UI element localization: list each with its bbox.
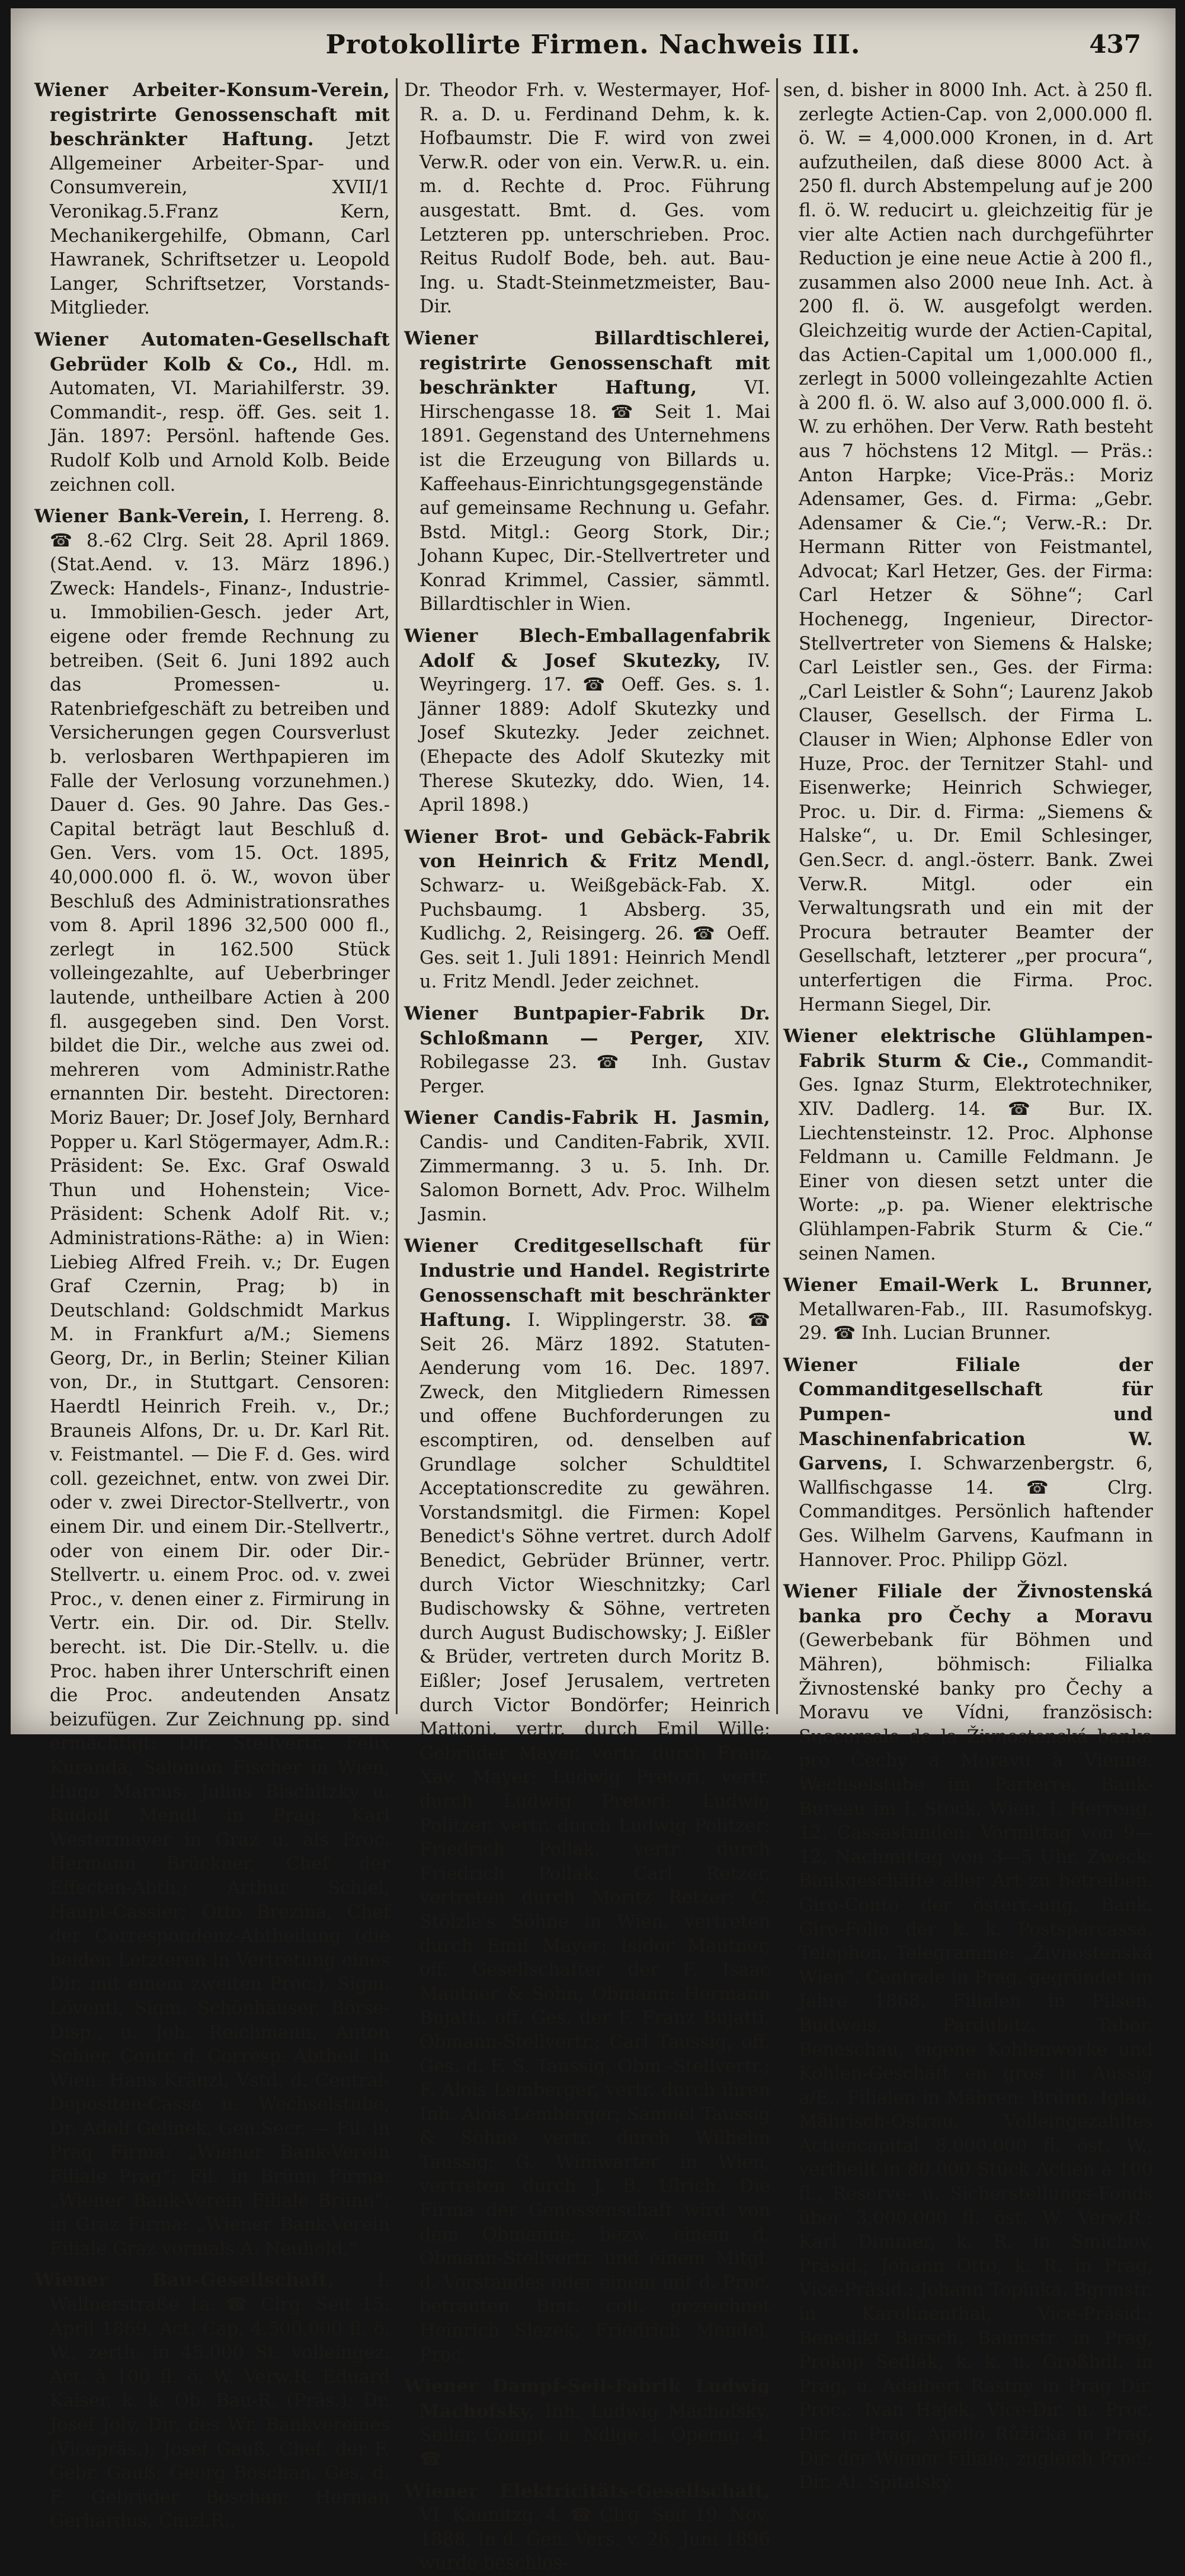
directory-entry bbox=[404, 624, 770, 818]
directory-entry bbox=[404, 78, 770, 319]
column-2 bbox=[404, 78, 770, 2574]
directory-entry bbox=[783, 1273, 1153, 1346]
directory-entry bbox=[34, 328, 390, 497]
entry-body: Hdl. m. Automaten, VI. Mariahilferstr. 39. Commandit-, resp. öff. Ges. seit 1. Jän. 1897: Persönl. haftende Ges. Rudolf Kolb und Arnold Kolb. Beide zeichnen coll. bbox=[50, 354, 390, 496]
entry-title: Wiener Creditgesellschaft für Industrie und Handel. Registrirte Genossenschaft mit beschränkter Haftung. bbox=[404, 1235, 770, 1331]
entry-title: Wiener Buntpapier-Fabrik Dr. Schloßmann — Perger, bbox=[404, 1002, 770, 1049]
entry-title: Wiener Blech-Emballagenfabrik Adolf & Josef Skutezky, bbox=[404, 625, 770, 672]
entry-body: Inh. Ludwig Machofsky, Seiler, Compt. u. Ndlge. I. Operng. 4. ☎ bbox=[419, 2401, 770, 2470]
page-header bbox=[11, 25, 1176, 75]
entry-body: I. Wallnerstraße 1a. ☎ Clrg. Seit 15. April 1869. Act. Cap. 4,500.000 fl. ö. W., zerth. in 45.000 St. volleingez. Act. à 100 fl. ö. W. Verw.R. Eduard Kaiser, k. k. Ob. Bau-R. (Präs.); Dr. Josef Joly, Dir. des Wr. Bankvereines (Vicepräs.); Josef Gauß, Chef. der F. Gebr. Gauß; Georg Boschan, Ges. d. F. Gebrüder Boschan; Herman Gerhardus, Cmzl.R., bbox=[50, 2270, 390, 2532]
entry-body: XIV. Robilegasse 23. ☎ Inh. Gustav Perger. bbox=[419, 1028, 770, 1097]
entry-title: Wiener elektrische Glühlampen-Fabrik Sturm & Cie., bbox=[783, 1025, 1153, 1072]
entry-title: Wiener Arbeiter-Konsum-Verein, registrirte Genossenschaft mit beschränkter Haftung. bbox=[34, 79, 390, 151]
entry-body: I. Herreng. 8. ☎ 8.-62 Clrg. Seit 28. April 1869. (Stat.Aend. v. 13. März 1896.) Zweck: Handels-, Finanz-, Industrie- u. Immobilien-Gesch. jeder Art, eigene oder fremde Rechnung zu betreiben. (Seit 6. Juni 1892 auch das Promessen- u. Ratenbriefgeschäft zu betreiben und Versicherungen gegen Coursverlust b. verlosbaren Werthpapieren im Falle der Verlosung vorzunehmen.) Dauer d. Ges. 90 Jahre. Das Ges.-Capital beträgt laut Beschluß d. Gen. Vers. vom 15. Oct. 1895, 40,000.000 fl. ö. W., wovon über Beschluß des Administrationsrathes vom 8. April 1896 32,500 000 fl., zerlegt in 162.500 Stück volleingezahlte, auf Ueberbringer lautende, untheilbare Actien à 200 fl. ausgegeben sind. Den Vorst. bildet die Dir., welche aus zwei od. mehreren vom Administr.Rathe ernannten Dir. besteht. Directoren: Moriz Bauer; Dr. Josef Joly, Bernhard Popper u. Karl Stögermayer, Adm.R.: Präsident: Se. Exc. Graf Oswald Thun und Hohenstein; Vice-Präsident: Schenk Adolf Rit. v.; Administrations-Räthe: a) in Wien: Liebieg Alfred Freih. v.; Dr. Eugen Graf Czernin, Prag; b) in Deutschland: Goldschmidt Markus M. in Frankfurt a/M.; Siemens Georg, Dr., in Berlin; Steiner Kilian von, Dr., in Stuttgart. Censoren: Haerdtl Heinrich Freih. v., Dr.; Brauneis Alfons, Dr. u. Dr. Karl Rit. v. Feistmantel. — Die F. d. Ges. wird coll. gezeichnet, entw. von zwei Dir. oder v. zwei Director-Stellvertr., von einem Dir. und einem Dir.-Stellvertr., oder von einem Dir. oder Dir.-Stellvertr. u. einem Proc. od. v. zwei Proc., v. denen einer z. Firmirung in Vertr. ein. Dir. od. Dir. Stellv. berecht. ist. Die Dir.-Stellv. u. die Proc. haben ihrer Unterschrift einen die Proc. andeutenden Ansatz beizufügen. Zur Zeichnung pp. sind ermächtigt: Dir. Stellvertr. Felix Kuranda, Salomon Fischer in Wien, Hugo Marcus, Julius Bischitzky u. Rudolf Mendl in Prag; Karl Westermayer in Graz u. als Proc. Hermann Brückner, Chef der Effecten-Abth.; Arthur Schiel, Haupt-Cassier; Otto Brezina, Chef der Correspondenz-Abtheilung (die beiden Letzteren in Vertretung eines Dir. mit einem zweiten Proc.), Sigm. Löventi, Sigm. Schönhäuser, Börse-Disp., u. Joh. Reichmann, Anton Schier, Contr. d. Corresp. Abtheil. in Wien. Hans Kränzl, Vstd. d. Central-Depositen-Casse u. Wechselstube, Dr. Adolf Gelinek, Gen.Secr. — Fil. in Prag Firma: „Wiener Bank-Verein Filiale Prag“; Fil. in Brünn Firma: „Wiener Bank-Verein Filiale Brünn“; in Graz Firma: „Wiener Bank-Verein Filiale Graz vormals A. Neuhold.“ bbox=[50, 506, 390, 2259]
entry-title: Wiener Filiale der Živnostenská banka pro Čechy a Moravu bbox=[783, 1581, 1153, 1627]
directory-entry bbox=[783, 1353, 1153, 1573]
directory-entry bbox=[404, 1234, 770, 2367]
entry-title: Wiener Candis-Fabrik H. Jasmin, bbox=[404, 1107, 770, 1129]
entry-title: Wiener Automaten-Gesellschaft Gebrüder Kolb & Co., bbox=[34, 328, 390, 375]
entry-body: (Gewerbebank für Böhmen und Mähren), böhmisch: Filialka Živnostenské banky pro Čechy a Moravu ve Vídni, französisch: Succursale de la Živnostenská banka pro Čechy a Moravu à Vienne. Wechselstube im Parterre, Bank-Bureau im I. Stock, Wien, I. Herreng. 12. Cassastunden: Vormittag von 9—12, Nachmittag von 3—5 Uhr. Zweck: Bankgeschäfte aller Art zu betreiben. Giro-Conto der österr.-ung. Bank, Giro-Folio der k. k. Postsparcassa, Telephon, Telegramme: „Živnostenská Wien“. Centrale in Prag, gegründet im Jahre 1868, Filialen in Pilsen, Budweis, Pardubitz, Tabor, Beneschau, eigene Kohlenwerke und Kohlen-Geschäft en gros in Aussig a/E., Filialen in Mähren: Brünn, Iglau, Mährisch-Ostrau. Volleingezahltes Actiencapital 8,000.000 fl. öst. W., vertheilt in 80.000 Stück Actien à 100 fl., Reserve- u. Sicherstellungs-Fonds über 3,000.000 fl. öst. W. Verw.R.: Karl Dimmer, k. R. in Smichov, Präsid.; Johann Otto, k. R. in Prag, Vice-Präsid.; Johann Topinka, Bgrmstr. in Karolinenthal, Vice-Präsid.; Benedikt Barsch, Baumstr. in Prag, Prokop Sedlák, k. k. u. Großhdl. in Prag, u. Adalbert Rastny in Prag Dir. Proc.: Ivan Hajek, Vice-Dir. u. Proc. Dir. in Prag, Apollo Růžička in Prag, Dir. der Wiener Filiale, zugleich Proc.: Dir. Al. Spitalský. bbox=[799, 1630, 1153, 2494]
entry-body: VI. Kaunitzg. 4. ☎ Clrg. Seit 19. Nov. 1888. In d. Gen. Vers. v. 26. Juni 1896 wurde beschlos- bbox=[419, 2505, 770, 2574]
directory-entry bbox=[404, 2479, 770, 2576]
entry-body: VI. Hirschengasse 18. ☎ Seit 1. Mai 1891. Gegenstand des Unternehmens ist die Erzeugung von Billards u. Kaffeehaus-Einrichtungsgegenstände auf gemeinsame Rechnung u. Gefahr. Bstd. Mitgl.: Georg Stork, Dir.; Johann Kupec, Dir.-Stellvertreter und Konrad Krimmel, Cassier, sämmtl. Billardtischler in Wien. bbox=[419, 378, 770, 615]
entry-body: Schwarz- u. Weißgebäck-Fab. X. Puchsbaumg. 1 Absberg. 35, Kudlichg. 2, Reisingerg. 26. ☎ Oeff. Ges. seit 1. Juli 1891: Heinrich Mendl u. Fritz Mendl. Jeder zeichnet. bbox=[419, 875, 770, 993]
page-number: 437 bbox=[1089, 30, 1141, 59]
directory-entry bbox=[34, 78, 390, 321]
directory-entry bbox=[404, 2374, 770, 2472]
scanned-page bbox=[11, 8, 1176, 2574]
directory-entry bbox=[404, 327, 770, 617]
entry-title: Wiener Filiale der Commanditgesellschaft für Pumpen- und Maschinenfabrication W. Garvens, bbox=[783, 1354, 1153, 1475]
entry-body: sen, d. bisher in 8000 Inh. Act. à 250 fl. zerlegte Actien-Cap. von 2,000.000 fl. ö. W. = 4,000.000 Kronen, in d. Art aufzutheilen, daß diese 8000 Act. à 250 fl. durch Abstempelung auf je 200 fl. ö. W. reducirt u. gleichzeitig für je vier alte Actien nach durchgeführter Reduction je eine neue Actie à 200 fl., zusammen also 2000 neue Inh. Act. à 200 fl. ö. W. ausgefolgt werden. Gleichzeitig wurde der Actien-Capital, das Actien-Capital um 1,000.000 fl., zerlegt in 5000 volleingezahlte Actien à 200 fl. ö. W. also auf 3,000.000 fl. ö. W. zu erhöhen. Der Verw. Rath besteht aus 7 höchstens 12 Mitgl. — Präs.: Anton Harpke; Vice-Präs.: Moriz Adensamer, Ges. d. Firma: „Gebr. Adensamer & Cie.“; Verw.-R.: Dr. Hermann Ritter von Feistmantel, Advocat; Karl Hetzer, Ges. der Firma: Carl Hetzer & Söhne“; Carl Hochenegg, Ingenieur, Director-Stellvertreter von Siemens & Halske; Carl Leistler sen., Ges. der Firma: „Carl Leistler & Sohn“; Laurenz Jakob Clauser, Gesellsch. der Firma L. Clauser in Wien; Alphonse Edler von Huze, Proc. der Ternitzer Stahl- und Eisenwerke; Heinrich Schwieger, Proc. u. Dir. d. Firma: „Siemens & Halske“, u. Dr. Emil Schlesinger, Gen.Secr. d. angl.-österr. Bank. Zwei Verw.R. Mitgl. oder ein Verwaltungsrath und ein mit der Procura betrauter Beamter der Gesellschaft, letzterer „per procura“, unterfertigen die Firma. Proc. Hermann Siegel, Dir. bbox=[783, 80, 1153, 1015]
column-rule bbox=[776, 78, 778, 1714]
directory-entry bbox=[404, 1002, 770, 1099]
entry-title: Wiener Dampf-Seil-Fabrik Ludwig Machofsky, bbox=[404, 2376, 770, 2422]
running-head: Protokollirte Firmen. Nachweis III. bbox=[325, 30, 861, 60]
entry-title: Wiener Elektricitäts-Gesellschaft, bbox=[404, 2480, 770, 2502]
entry-body: I. Wipplingerstr. 38. ☎ Seit 26. März 1892. Statuten-Aenderung vom 16. Dec. 1897. Zweck, den Mitgliedern Rimessen und offene Buchforderungen zu escomptiren, od. denselben auf Grundlage solcher Schuldtitel Acceptationscredite zu gewähren. Vorstandsmitgl. die Firmen: Kopel Benedict's Söhne vertret. durch Adolf Benedict, Gebrüder Brünner, vertr. durch Victor Wieschnitzky; Carl Budischowsky & Söhne, vertreten durch August Budischowsky; J. Eißler & Brüder, vertreten durch Moritz B. Eißler; Josef Jerusalem, vertreten durch Victor Bondörfer; Heinrich Mattoni, vertr. durch Emil Wille; Gebrüder Mayer, vertr. durch Franz Xav. Mayer; Ludwig Pretori, vertr. durch Ludwig Pretori; Ludwig Politzer, vertr. durch Ludwig Politzer; Friedrich Pollak, vertr. durch Friedrich Pollak; Carl Retzer, vertreten durch Moritz Retzer; C. Stölzle's Söhne in Wien, vertreten durch Emil Mayer; Isidor Mautner, off. Gesellschafter der F. Isaac Mautner & Sohn, Obmann; Hermann Bujatti, off. Ges. der F. Franz Bujatti, Obmann-Stellvertr.; Carl Taussig, off. Ges. d. F. S. Taussig, Obm.-Stellvertr.; F. Alois Lemberger, vertr. durch ihren Inh. Alois Lemberger; Samuel Taussig & Söhne vertr. durch Wilhelm Taussig; G. Winiwarter in Wien, vertreten durch J. B. Ulrich. Die Firma der Genossenschaft wird von dem Obmanne, bezw. einem d. Obmann-Stellvertr. und einem Mitgl. d. Vorstandes oder einem mit d. Proc. betrauten Bmt. coll. gezeichnet Heinrich Slezek, Friedrich Mendel, Proc. bbox=[419, 1310, 770, 2366]
entry-body: Candis- und Canditen-Fabrik, XVII. Zimmermanng. 3 u. 5. Inh. Dr. Salomon Bornett, Adv. Proc. Wilhelm Jasmin. bbox=[419, 1132, 770, 1225]
entry-body: Jetzt Allgemeiner Arbeiter-Spar- und Consumverein, XVII/1 Veronikag.5.Franz Kern, Mechanikergehilfe, Obmann, Carl Hawranek, Schriftsetzer u. Leopold Langer, Schriftsetzer, Vorstands-Mitglieder. bbox=[50, 129, 390, 319]
entry-title: Wiener Email-Werk L. Brunner, bbox=[783, 1274, 1153, 1296]
directory-entry bbox=[34, 2268, 390, 2534]
directory-entry bbox=[404, 1106, 770, 1227]
entry-body: I. Schwarzenbergstr. 6, Wallfischgasse 14. ☎ Clrg. Commanditges. Persönlich haftender Ges. Wilhelm Garvens, Kaufmann in Hannover. Proc. Philipp Gözl. bbox=[799, 1453, 1154, 1571]
entry-title: Wiener Bau-Gesellschaft, bbox=[34, 2270, 335, 2291]
entry-body: Metallwaren-Fab., III. Rasumofskyg. 29. ☎ Inh. Lucian Brunner. bbox=[799, 1299, 1153, 1344]
entry-title: Wiener Brot- und Gebäck-Fabrik von Heinrich & Fritz Mendl, bbox=[404, 826, 770, 872]
directory-entry bbox=[34, 504, 390, 2261]
column-3 bbox=[783, 78, 1154, 2494]
directory-entry bbox=[783, 1024, 1153, 1266]
column-1 bbox=[34, 78, 390, 2532]
directory-entry bbox=[783, 78, 1153, 1017]
entry-body: Commandit-Ges. Ignaz Sturm, Elektrotechniker, XIV. Dadlerg. 14. ☎ Bur. IX. Liechtensteinstr. 12. Proc. Alphonse Feldmann u. Camille Feldmann. Je Einer von diesen setzt unter die Worte: „p. pa. Wiener elektrische Glühlampen-Fabrik Sturm & Cie.“ seinen Namen. bbox=[799, 1050, 1153, 1264]
entry-body: Dr. Theodor Frh. v. Westermayer, Hof-R. a. D. u. Ferdinand Dehm, k. k. Hofbaumstr. Die F. wird von zwei Verw.R. oder von ein. Verw.R. u. ein. m. d. Rechte d. Proc. Führung ausgestatt. Bmt. d. Ges. vom Letzteren pp. unterschrieben. Proc. Reitus Rudolf Bode, beh. aut. Bau-Ing. u. Stadt-Steinmetzmeister, Bau-Dir. bbox=[404, 80, 770, 318]
entry-title: Wiener Bank-Verein, bbox=[34, 506, 250, 528]
entry-title: Wiener Billardtischlerei, registrirte Genossenschaft mit beschränkter Haftung, bbox=[404, 327, 770, 399]
directory-entry bbox=[783, 1580, 1153, 2495]
directory-entry bbox=[404, 825, 770, 995]
column-rule bbox=[396, 78, 398, 1714]
entry-body: IV. Weyringerg. 17. ☎ Oeff. Ges. s. 1. Jänner 1889: Adolf Skutezky und Josef Skutezky. Jeder zeichnet. (Ehepacte des Adolf Skutezky mit Therese Skutezky, ddo. Wien, 14. April 1898.) bbox=[419, 650, 770, 816]
